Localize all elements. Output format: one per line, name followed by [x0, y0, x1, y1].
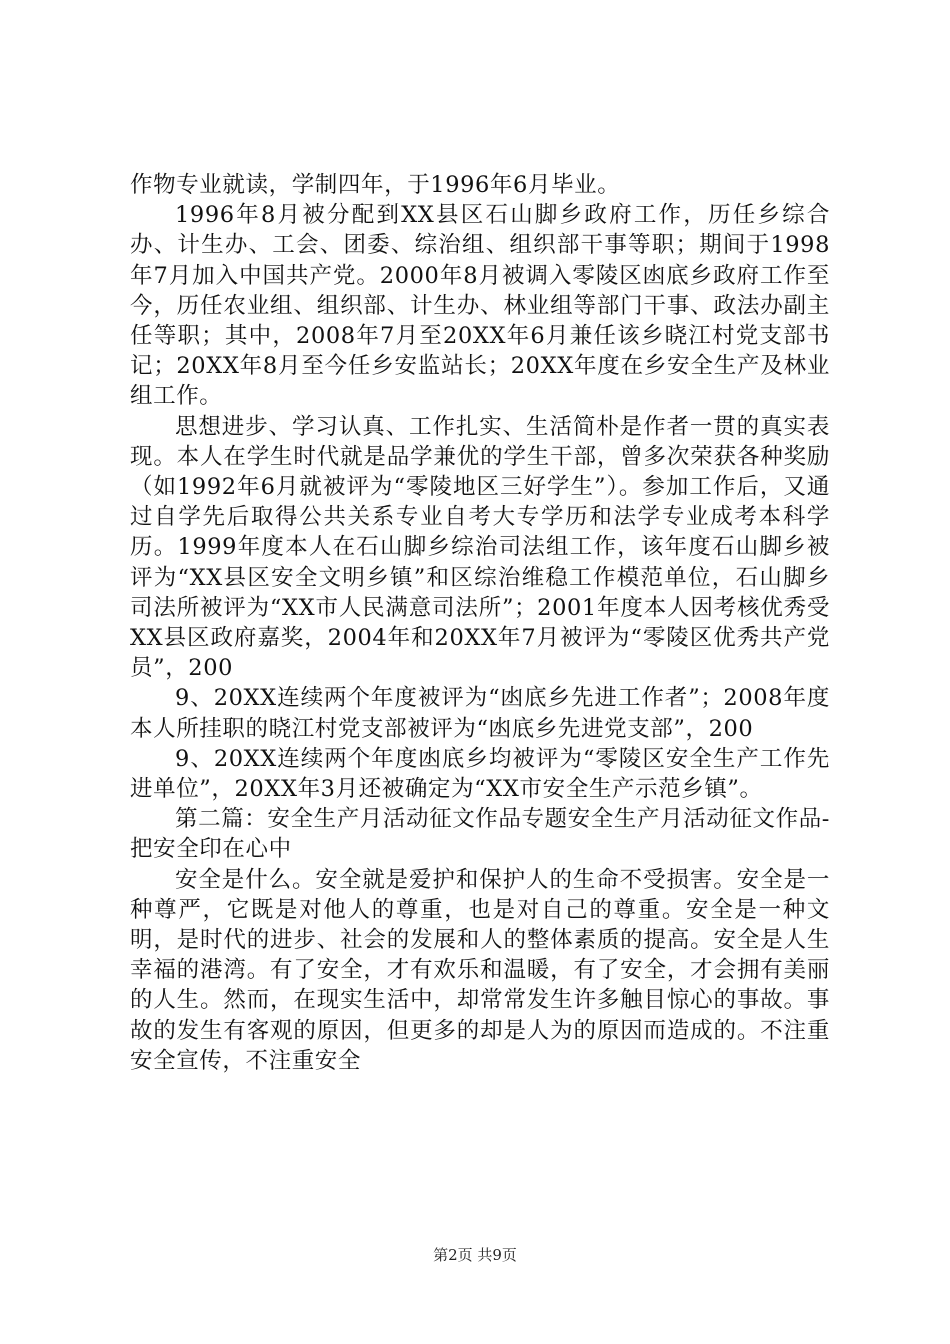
paragraph-performance: 思想进步、学习认真、工作扎实、生活简朴是作者一贯的真实表现。本人在学生时代就是品学兼优的学生干部，曾多次荣获各种奖励（如1992年6月就被评为“零陵地区三好学生”）。参加工作后，又通过自学先后取得公共关系专业自考大专学历和法学专业成考本科学历。1999年度本人在石山脚乡综治司法组工作，该年度石山脚乡被评为“XX县区安全文明乡镇”和区综治维稳工作模范单位，石山脚乡司法所被评为“XX市人民满意司法所”；2001年度本人因考核优秀受XX县区政府嘉奖，2004年和20XX年7月被评为“零陵区优秀共产党员”，200 [130, 413, 830, 682]
section-heading-part-two: 第二篇：安全生产月活动征文作品专题安全生产月活动征文作品-把安全印在心中 [130, 806, 831, 863]
paragraph-awards-1: 9、20XX连续两个年度被评为“凼底乡先进工作者”；2008年度本人所挂职的晓江村党支部被评为“凼底乡先进党支部”，200 [130, 685, 830, 742]
paragraph-awards-2: 9、20XX连续两个年度凼底乡均被评为“零陵区安全生产工作先进单位”，20XX年3月还被确定为“XX市安全生产示范乡镇”。 [130, 745, 830, 803]
document-body [130, 170, 830, 1076]
paragraph-continuation: 作物专业就读，学制四年，于1996年6月毕业。 [130, 172, 621, 198]
paragraph-career-history: 1996年8月被分配到XX县区石山脚乡政府工作，历任乡综合办、计生办、工会、团委、综治组、组织部干事等职；期间于1998年7月加入中国共产党。2000年8月被调入零陵区凼底乡政府工作至今，历任农业组、组织部、计生办、林业组等部门干事、政法办副主任等职；其中，2008年7月至20XX年6月兼任该乡晓江村党支部书记；20XX年8月至今任乡安监站长；20XX年度在乡安全生产及林业组工作。 [130, 202, 830, 410]
page-number-footer: 第2页 共9页 [433, 1246, 517, 1264]
paragraph-safety-essay: 安全是什么。安全就是爱护和保护人的生命不受损害。安全是一种尊严，它既是对他人的尊重，也是对自己的尊重。安全是一种文明，是时代的进步、社会的发展和人的整体素质的提高。安全是人生幸福的港湾。有了安全，才有欢乐和温暖，有了安全，才会拥有美丽的人生。然而，在现实生活中，却常常发生许多触目惊心的事故。事故的发生有客观的原因，但更多的却是人为的原因而造成的。不注重安全宣传，不注重安全 [130, 866, 830, 1074]
